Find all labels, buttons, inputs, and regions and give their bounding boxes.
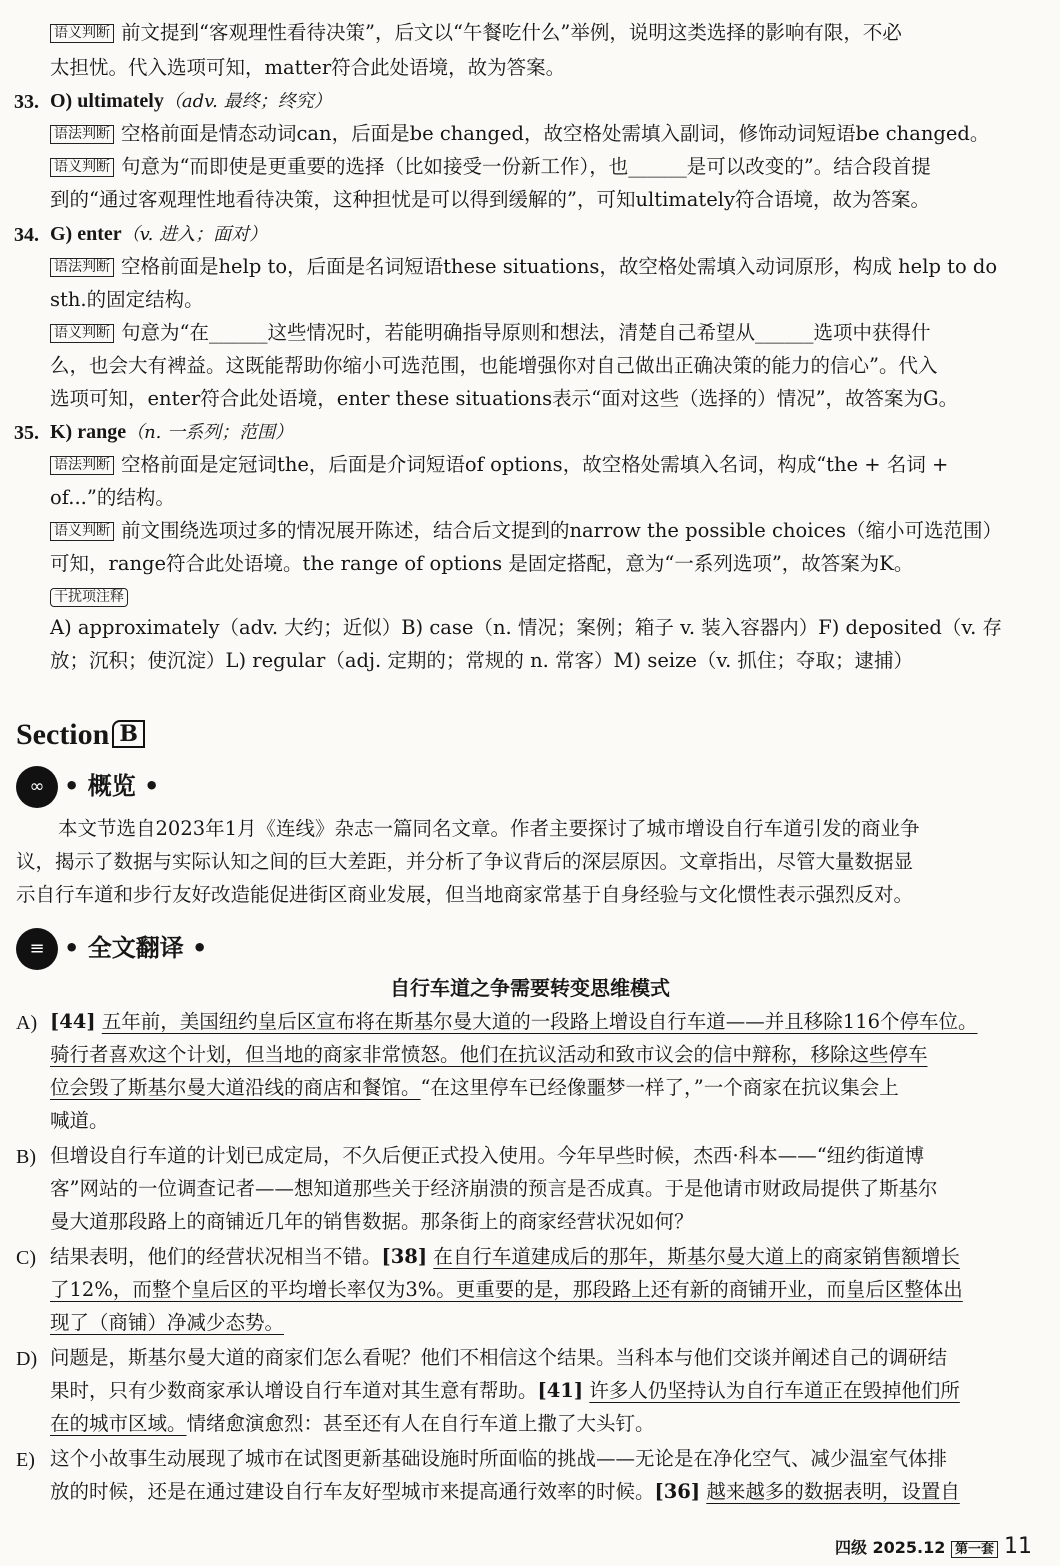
item-34-head: G) enter（v. 进入；面对） xyxy=(50,223,268,245)
item-33-number: 33. xyxy=(14,91,39,113)
para-a-line-2: 骑行者喜欢这个计划，但当地的商家非常愤怒。他们在抗议活动和致市议会的信中辩称，移除这些停车 xyxy=(50,1043,928,1066)
para-a-line-4: 喊道。 xyxy=(50,1109,109,1132)
overview-heading: • 概览 • xyxy=(64,772,160,800)
para-d-line-1: 问题是，斯基尔曼大道的商家们怎么看呢？他们不相信这个结果。当科本与他们交谈并阐述自己的调研结 xyxy=(50,1346,948,1369)
item-35-head: K) range（n. 一系列；范围） xyxy=(50,421,294,443)
para-d-line-2: 果时，只有少数商家承认增设自行车道对其生意有帮助。[41] 许多人仍坚持认为自行车道正在毁掉他们所 xyxy=(50,1379,960,1402)
distractor-tag-line: 干扰项注释 xyxy=(50,580,135,613)
page-number: 11 xyxy=(1004,1534,1032,1559)
item-35-number: 35. xyxy=(14,422,39,444)
para-b-line-2: 客”网站的一位调查记者——想知道那些关于经济崩溃的预言是否成真。于是他请市财政局提供了斯基尔 xyxy=(50,1177,938,1200)
para-c-line-3: 现了（商铺）净减少态势。 xyxy=(50,1311,285,1334)
item-34-semantic-1: 语义判断 句意为“在______这些情况时，若能明确指导原则和想法，清楚自己希望从______选项中获得什 xyxy=(50,316,930,349)
translation-icon: ≡ xyxy=(16,928,58,970)
para-c-letter: C) xyxy=(16,1247,36,1269)
set-badge: 第一套 xyxy=(951,1541,998,1558)
top-line-2: 太担忧。代入选项可知，matter符合此处语境，故为答案。 xyxy=(50,56,566,79)
para-d-letter: D) xyxy=(16,1348,38,1370)
overview-icon: ∞ xyxy=(16,766,58,808)
item-35-semantic-1: 语义判断 前文围绕选项过多的情况展开陈述，结合后文提到的narrow the possible choices（缩小可选范围） xyxy=(50,514,1002,547)
item-35-semantic-2: 可知，range符合此处语境。the range of options 是固定搭配，意为“一系列选项”，故答案为K。 xyxy=(50,552,914,575)
para-b-line-1: 但增设自行车道的计划已成定局，不久后便正式投入使用。今年早些时候，杰西·科本——“纽约街道博 xyxy=(50,1144,925,1167)
para-d-line-3: 在的城市区域。情绪愈演愈烈：甚至还有人在自行车道上撒了大头钉。 xyxy=(50,1412,655,1435)
item-35-grammar-2: of...”的结构。 xyxy=(50,486,175,509)
section-badge: B xyxy=(112,720,145,748)
item-33-grammar: 语法判断 空格前面是情态动词can，后面是be changed，故空格处需填入副词，修饰动词短语be changed。 xyxy=(50,117,989,150)
para-a-letter: A) xyxy=(16,1012,38,1034)
para-b-line-3: 曼大道那段路上的商铺近几年的销售数据。那条街上的商家经营状况如何？ xyxy=(50,1210,694,1233)
item-33-semantic-1: 语义判断 句意为“而即使是更重要的选择（比如接受一份新工作），也______是可以改变的”。结合段首提 xyxy=(50,150,931,183)
para-e-line-2: 放的时候，还是在通过建设自行车友好型城市来提高通行效率的时候。[36] 越来越多的数据表明，设置自 xyxy=(50,1480,960,1503)
translation-heading: • 全文翻译 • xyxy=(64,934,208,962)
para-a-line-1: [44] 五年前，美国纽约皇后区宣布将在斯基尔曼大道的一段路上增设自行车道——并且移除116个停车位。 xyxy=(50,1010,978,1033)
item-33-semantic-2: 到的“通过客观理性地看待决策，这种担忧是可以得到缓解的”，可知ultimately符合语境，故为答案。 xyxy=(50,188,931,211)
distractor-line-2: 放；沉积；使沉淀）L) regular（adj. 定期的；常规的 n. 常客）M) seize（v. 抓住；夺取；逮捕） xyxy=(50,649,914,672)
item-33-head: O) ultimately（adv. 最终；终究） xyxy=(50,90,332,112)
para-e-line-1: 这个小故事生动展现了城市在试图更新基础设施时所面临的挑战——无论是在净化空气、减少温室气体排 xyxy=(50,1447,948,1470)
overview-line-2: 议，揭示了数据与实际认知之间的巨大差距，并分析了争议背后的深层原因。文章指出，尽管大量数据显 xyxy=(16,850,914,873)
distractor-line-1: A) approximately（adv. 大约；近似）B) case（n. 情况；案例；箱子 v. 装入容器内）F) deposited（v. 存 xyxy=(50,616,1002,639)
para-c-line-2: 了12%，而整个皇后区的平均增长率仅为3%。更重要的是，那段路上还有新的商铺开业，而皇后区整体出 xyxy=(50,1278,963,1301)
item-34-grammar-2: sth.的固定结构。 xyxy=(50,288,204,311)
page-footer: 四级 2025.12 第一套 11 xyxy=(834,1534,1032,1559)
para-b-letter: B) xyxy=(16,1146,36,1168)
overview-line-3: 示自行车道和步行友好改造能促进街区商业发展，但当地商家常基于自身经验与文化惯性表示强烈反对。 xyxy=(16,883,914,906)
item-34-grammar-1: 语法判断 空格前面是help to，后面是名词短语these situations，故空格处需填入动词原形，构成 help to do xyxy=(50,250,997,283)
section-heading: Section B xyxy=(16,718,145,754)
item-34-semantic-3: 选项可知，enter符合此处语境，enter these situations表示“面对这些（选择的）情况”，故答案为G。 xyxy=(50,387,959,410)
item-35-grammar-1: 语法判断 空格前面是定冠词the，后面是介词短语of options，故空格处需填入名词，构成“the + 名词 + xyxy=(50,448,948,481)
item-34-semantic-2: 么，也会大有裨益。这既能帮助你缩小可选范围，也能增强你对自己做出正确决策的能力的信心”。代入 xyxy=(50,354,938,377)
para-c-line-1: 结果表明，他们的经营状况相当不错。[38] 在自行车道建成后的那年，斯基尔曼大道上的商家销售额增长 xyxy=(50,1245,960,1268)
para-e-letter: E) xyxy=(16,1449,35,1471)
overview-line-1: 本文节选自2023年1月《连线》杂志一篇同名文章。作者主要探讨了城市增设自行车道引发的商业争 xyxy=(58,817,920,840)
para-a-line-3: 位会毁了斯基尔曼大道沿线的商店和餐馆。“在这里停车已经像噩梦一样了，”一个商家在抗议集会上 xyxy=(50,1076,899,1099)
article-title: 自行车道之争需要转变思维模式 xyxy=(390,976,670,1000)
top-line-1: 语义判断 前文提到“客观理性看待决策”，后文以“午餐吃什么”举例，说明这类选择的影响有限，不必 xyxy=(50,16,902,49)
semantic-tag: 语义判断 xyxy=(50,24,114,43)
item-34-number: 34. xyxy=(14,224,39,246)
